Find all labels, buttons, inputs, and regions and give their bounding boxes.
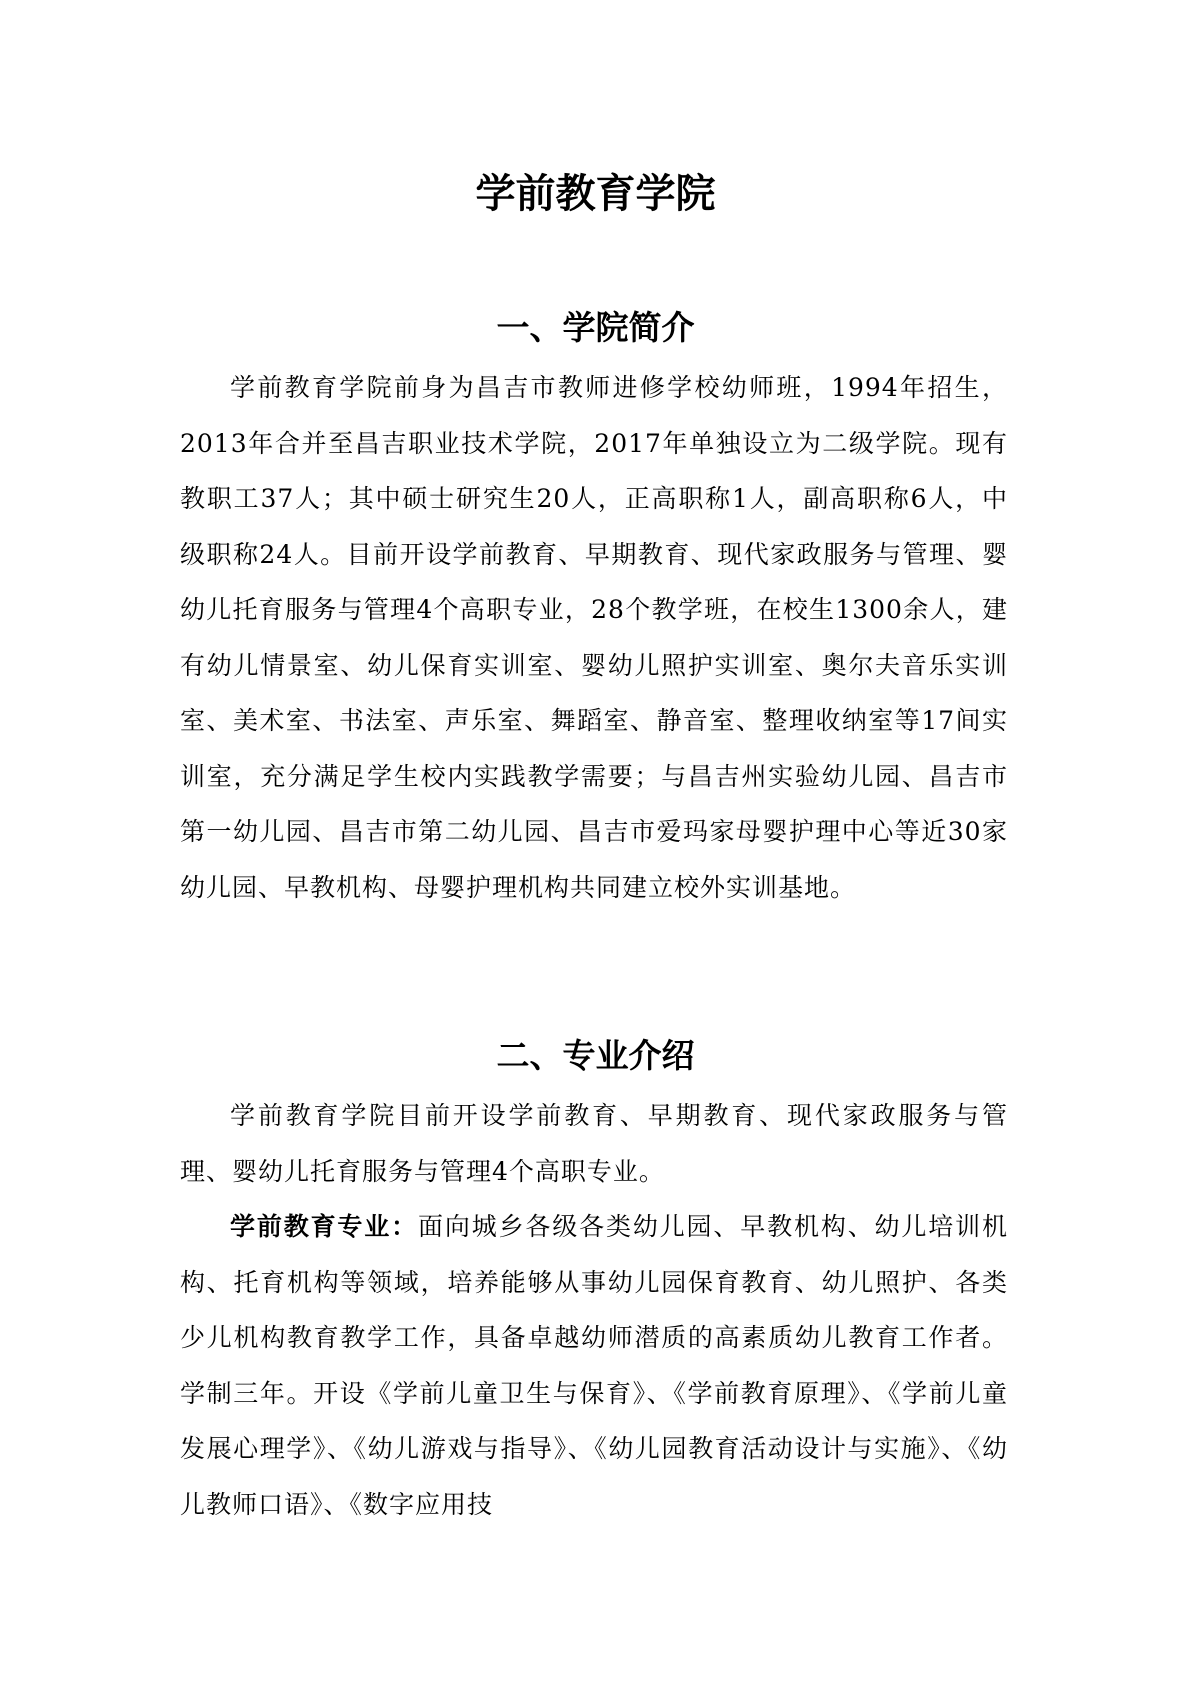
preschool-major-lead: 学前教育专业： [230, 1212, 418, 1241]
page-title: 学前教育学院 [475, 171, 716, 217]
majors-overview-paragraph: 学前教育学院目前开设学前教育、早期教育、现代家政服务与管理、婴幼儿托育服务与管理4个高职专业。 [180, 1101, 1008, 1186]
section-heading-majors: 二、专业介绍 [496, 1036, 695, 1075]
intro-paragraph: 学前教育学院前身为昌吉市教师进修学校幼师班，1994年招生，2013年合并至昌吉职业技术学院，2017年单独设立为二级学院。现有教职工37人；其中硕士研究生20人，正高职称1人，副高职称6人，中级职称24人。目前开设学前教育、早期教育、现代家政服务与管理、婴幼儿托育服务与管理4个高职专业，28个教学班，在校生1300余人，建有幼儿情景室、幼儿保育实训室、婴幼儿照护实训室、奥尔夫音乐实训室、美术室、书法室、声乐室、舞蹈室、静音室、整理收纳室等17间实训室，充分满足学生校内实践教学需要；与昌吉州实验幼儿园、昌吉市第一幼儿园、昌吉市第二幼儿园、昌吉市爱玛家母婴护理中心等近30家幼儿园、早教机构、母婴护理机构共同建立校外实训基地。 [180, 373, 1008, 902]
section-heading-intro: 一、学院简介 [496, 308, 695, 347]
preschool-major-paragraph [180, 1199, 1008, 1532]
preschool-major-text: 面向城乡各级各类幼儿园、早教机构、幼儿培训机构、托育机构等领域，培养能够从事幼儿园保育教育、幼儿照护、各类少儿机构教育教学工作，具备卓越幼师潜质的高素质幼儿教育工作者。学制三年。开设《学前儿童卫生与保育》、《学前教育原理》、《学前儿童发展心理学》、《幼儿游戏与指导》、《幼儿园教育活动设计与实施》、《幼儿教师口语》、《数字应用技 [180, 1212, 1008, 1519]
